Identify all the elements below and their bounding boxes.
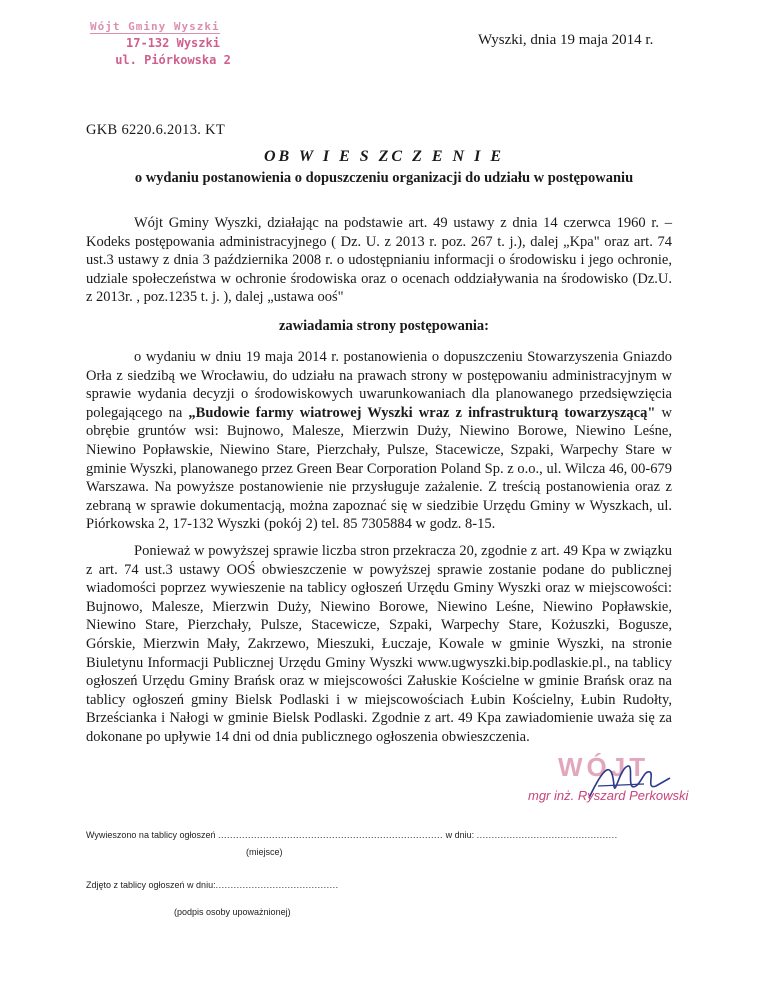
signatory-name: mgr inż. Ryszard Perkowski (528, 788, 689, 803)
document-date: Wyszki, dnia 19 maja 2014 r. (478, 32, 654, 48)
paragraph-legal-basis: Wójt Gminy Wyszki, działając na podstawie art. 49 ustawy z dnia 14 czerwca 1960 r. – Kodeks postępowania administracyjnego ( Dz. U. z 2013 r. poz. 267 t. j.), dalej „Kpa" oraz art. 74 ust.3 ustawy z dnia 3 października 2008 r. o udostępnianiu informacji o środowisku i jego ochronie, udziale społeczeństwa w ochronie środowiska oraz o ocenach oddziaływania na środowisko (Dz.U. z 2013r. , poz.1235 t. j. ), dalej „ustawa ooś" (86, 215, 672, 306)
footer-signature-caption: (podpis osoby upoważnionej) (174, 907, 291, 917)
stamp-line-2: 17-132 Wyszki (126, 36, 220, 50)
footer-posted-line: Wywieszono na tablicy ogłoszeń ........................................................................... w dniu: ............................................... (86, 830, 618, 840)
notification-heading: zawiadamia strony postępowania: (279, 318, 489, 334)
stamp-line-3: ul. Piórkowska 2 (115, 53, 231, 67)
paragraph-decision: o wydaniu w dniu 19 maja 2014 r. postanowienia o dopuszczeniu Stowarzyszenia Gniazdo Orła z siedzibą we Wrocławiu, do udziału na prawach strony w postępowaniu administracyjnym w sprawie wydania decyzji o środowiskowych uwarunkowaniach dla planowanego przedsięwzięcia polegającego na „Budowie farmy wiatrowej Wyszki wraz z infrastrukturą towarzyszącą" w obrębie gruntów wsi: Bujnowo, Malesze, Mierzwin Duży, Niewino Borowe, Niewino Leśne, Niewino Popławskie, Niewino Stare, Pierzchały, Pulsze, Stacewicze, Szpaki, Warpechy Stare w gminie Wyszki, planowanego przez Green Bear Corporation Poland Sp. z o.o., ul. Wilcza 46, 00-679 Warszawa. Na powyższe postanowienie nie przysługuje zażalenie. Z treścią postanowienia oraz z zebraną w sprawie dokumentacją, można zapoznać się w siedzibie Urzędu Gminy w Wyszkach, ul. Piórkowska 2, 17-132 Wyszki (pokój 2) tel. 85 7305884 w godz. 8-15. (86, 349, 672, 533)
reference-number: GKB 6220.6.2013. KT (86, 122, 226, 138)
footer-place-caption: (miejsce) (246, 847, 283, 857)
signature-block (528, 752, 708, 822)
project-name: „Budowie farmy wiatrowej Wyszki wraz z infrastrukturą towarzyszącą" (188, 404, 656, 421)
office-stamp (88, 18, 258, 69)
stamp-line-1: Wójt Gminy Wyszki (90, 20, 220, 33)
signature-title-stamp: WÓJT (558, 752, 650, 782)
document-subtitle: o wydaniu postanowienia o dopuszczeniu organizacji do udziału w postępowaniu (134, 170, 634, 186)
paragraph-publication: Ponieważ w powyższej sprawie liczba stron przekracza 20, zgodnie z art. 49 Kpa w związku z art. 74 ust.3 ustawy OOŚ obwieszczenie w powyższej sprawie zostanie podane do publicznej wiadomości poprzez wywieszenie na tablicy ogłoszeń Urzędu Gminy Wyszki oraz w miejscowości: Bujnowo, Malesze, Mierzwin Duży, Niewino Borowe, Niewino Leśne, Niewino Popławskie, Niewino Stare, Pierzchały, Pulsze, Stacewicze, Szpaki, Warpechy Stare, Kożuszki, Bogusze, Górskie, Mierzwin Mały, Zakrzewo, Mieszuki, Łuczaje, Kowale w gminie Wyszki, na stronie Biuletynu Informacji Publicznej Urzędu Gminy Wyszki www.ugwyszki.bip.podlaskie.pl., na tablicy ogłoszeń Urzędu Gminy Brańsk oraz w miejscowości Załuskie Kościelne w gminie Brańsk oraz na tablicy ogłoszeń gminy Bielsk Podlaski i w miejscowościach Łubin Kościelny, Łubin Rudołty, Brześcianka i Nałogi w gminie Bielsk Podlaski. Zgodnie z art. 49 Kpa zawiadomienie uważa się za dokonane po upływie 14 dni od dnia publicznego ogłoszenia obwieszczenia. (86, 543, 672, 745)
footer-removed-line: Zdjęto z tablicy ogłoszeń w dniu:......................................... (86, 880, 339, 890)
document-title: OB W I E S ZC Z E N I E (263, 148, 504, 165)
